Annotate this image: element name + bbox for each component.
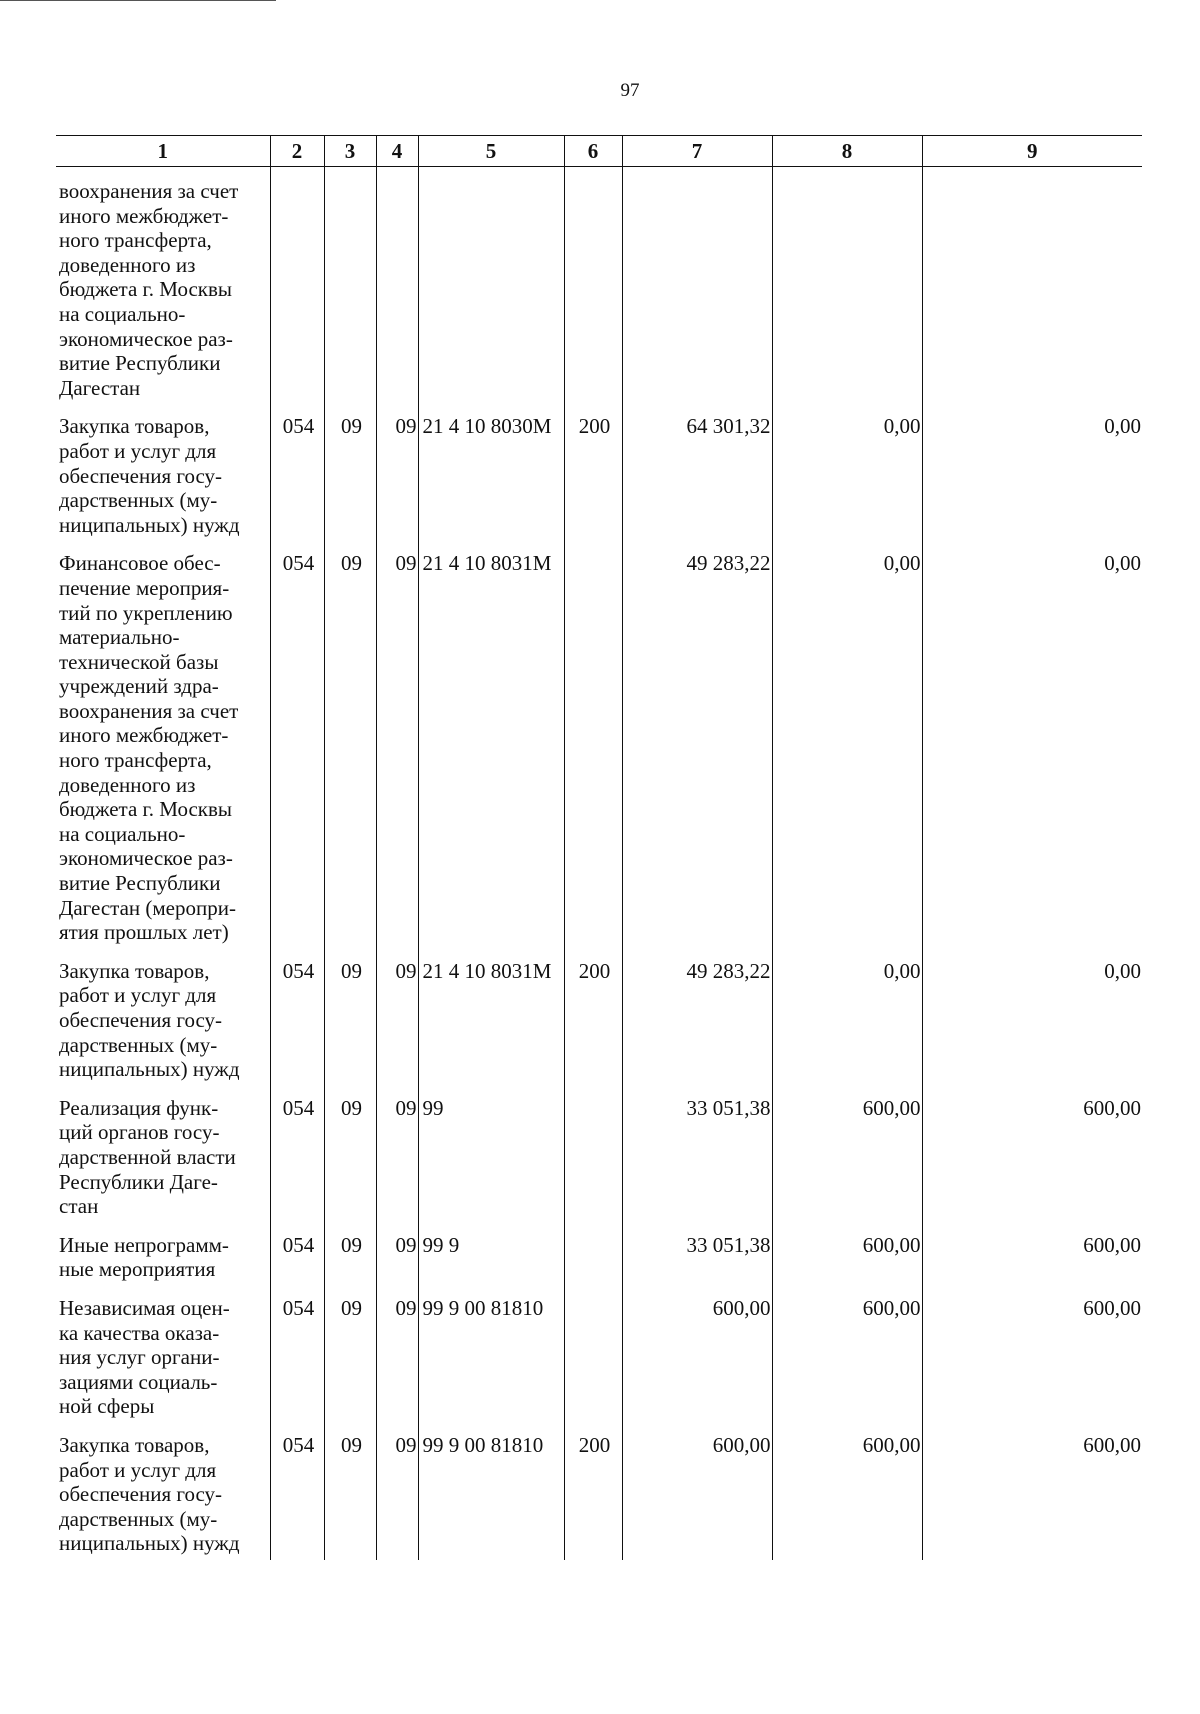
table-row (56, 551, 1142, 959)
column-header-8: 8 (772, 136, 922, 167)
section-code: 09 (324, 1433, 376, 1560)
target-article-code (418, 167, 564, 415)
item-name: Финансовое обес- печение мероприя- тий по укреплению материально- технической базы учреждений здра- воохранения за счет иного межбюджет- ного трансферта, доведенного из бюджета г. Москвы на социально- экономическое раз- витие Республики Дагестан (меропри- ятия прошлых лет) (59, 551, 239, 945)
ministry-code: 054 (270, 551, 324, 959)
amount-col-7: 33 051,38 (622, 1233, 772, 1296)
amount-col-9: 600,00 (922, 1096, 1142, 1233)
column-header-4: 4 (376, 136, 418, 167)
subsection-code: 09 (376, 414, 418, 551)
section-code: 09 (324, 551, 376, 959)
budget-table (56, 135, 1142, 1560)
subsection-code: 09 (376, 1433, 418, 1560)
table-row (56, 1296, 1142, 1433)
item-name: воохранения за счет иного межбюджет- ного трансферта, доведенного из бюджета г. Москвы на социально- экономическое раз- витие Республики Дагестан (59, 179, 239, 400)
item-name: Закупка товаров, работ и услуг для обеспечения госу- дарственных (му- ниципальных) нужд (59, 414, 240, 537)
column-header-9: 9 (922, 136, 1142, 167)
page-number: 97 (620, 80, 640, 101)
amount-col-8: 600,00 (772, 1296, 922, 1433)
target-article-code: 21 4 10 8031М (418, 551, 564, 959)
ministry-code: 054 (270, 1296, 324, 1433)
amount-col-7: 64 301,32 (622, 414, 772, 551)
column-header-3: 3 (324, 136, 376, 167)
column-header-2: 2 (270, 136, 324, 167)
amount-col-8: 600,00 (772, 1433, 922, 1560)
ministry-code: 054 (270, 1433, 324, 1560)
amount-col-8: 0,00 (772, 414, 922, 551)
amount-col-7: 33 051,38 (622, 1096, 772, 1233)
column-header-6: 6 (564, 136, 622, 167)
amount-col-8: 600,00 (772, 1233, 922, 1296)
target-article-code: 99 9 00 81810 (418, 1296, 564, 1433)
column-header-7: 7 (622, 136, 772, 167)
item-name: Реализация функ- ций органов госу- дарственной власти Республики Даге- стан (59, 1095, 236, 1219)
ministry-code: 054 (270, 1096, 324, 1233)
amount-col-9: 600,00 (922, 1296, 1142, 1433)
amount-col-9: 600,00 (922, 1233, 1142, 1296)
expense-type-code (564, 1233, 622, 1296)
column-header-5: 5 (418, 136, 564, 167)
target-article-code: 99 (418, 1096, 564, 1233)
section-code: 09 (324, 959, 376, 1096)
item-name: Иные непрограмм- ные мероприятия (59, 1232, 229, 1282)
target-article-code: 21 4 10 8030М (418, 414, 564, 551)
amount-col-8: 0,00 (772, 551, 922, 959)
section-code: 09 (324, 1096, 376, 1233)
amount-col-7: 600,00 (622, 1296, 772, 1433)
item-name: Независимая оцен- ка качества оказа- ния услуг органи- зациями социаль- ной сферы (59, 1295, 230, 1419)
subsection-code: 09 (376, 1096, 418, 1233)
amount-col-7: 600,00 (622, 1433, 772, 1560)
expense-type-code (564, 551, 622, 959)
column-header-1: 1 (56, 136, 270, 167)
amount-col-7 (622, 167, 772, 415)
subsection-code: 09 (376, 959, 418, 1096)
amount-col-8: 0,00 (772, 959, 922, 1096)
table-row (56, 1433, 1142, 1560)
section-code: 09 (324, 1296, 376, 1433)
ministry-code: 054 (270, 1233, 324, 1296)
table-row (56, 1096, 1142, 1233)
expense-type-code (564, 1096, 622, 1233)
ministry-code: 054 (270, 414, 324, 551)
amount-col-7: 49 283,22 (622, 551, 772, 959)
amount-col-8: 600,00 (772, 1096, 922, 1233)
amount-col-9: 600,00 (922, 1433, 1142, 1560)
item-name: Закупка товаров, работ и услуг для обеспечения госу- дарственных (му- ниципальных) нужд (59, 1432, 240, 1556)
section-code: 09 (324, 414, 376, 551)
subsection-code: 09 (376, 1296, 418, 1433)
amount-col-9: 0,00 (922, 551, 1142, 959)
table-body (56, 167, 1142, 1560)
expense-type-code (564, 167, 622, 415)
amount-col-9: 0,00 (922, 959, 1142, 1096)
amount-col-8 (772, 167, 922, 415)
ministry-code (270, 167, 324, 415)
expense-type-code: 200 (564, 959, 622, 1096)
expense-type-code: 200 (564, 1433, 622, 1560)
table-row (56, 959, 1142, 1096)
section-code: 09 (324, 1233, 376, 1296)
expense-type-code (564, 1296, 622, 1433)
table-row (56, 414, 1142, 551)
subsection-code: 09 (376, 1233, 418, 1296)
ministry-code: 054 (270, 959, 324, 1096)
amount-col-7: 49 283,22 (622, 959, 772, 1096)
table-row (56, 1233, 1142, 1296)
item-name: Закупка товаров, работ и услуг для обеспечения госу- дарственных (му- ниципальных) нужд (59, 958, 240, 1082)
subsection-code (376, 167, 418, 415)
table-header (56, 136, 1142, 167)
section-code (324, 167, 376, 415)
target-article-code: 21 4 10 8031М (418, 959, 564, 1096)
table-row (56, 167, 1142, 415)
expense-type-code: 200 (564, 414, 622, 551)
target-article-code: 99 9 (418, 1233, 564, 1296)
header-row (56, 136, 1142, 167)
subsection-code: 09 (376, 551, 418, 959)
scan-edge-line (0, 0, 276, 1)
target-article-code: 99 9 00 81810 (418, 1433, 564, 1560)
amount-col-9 (922, 167, 1142, 415)
amount-col-9: 0,00 (922, 414, 1142, 551)
